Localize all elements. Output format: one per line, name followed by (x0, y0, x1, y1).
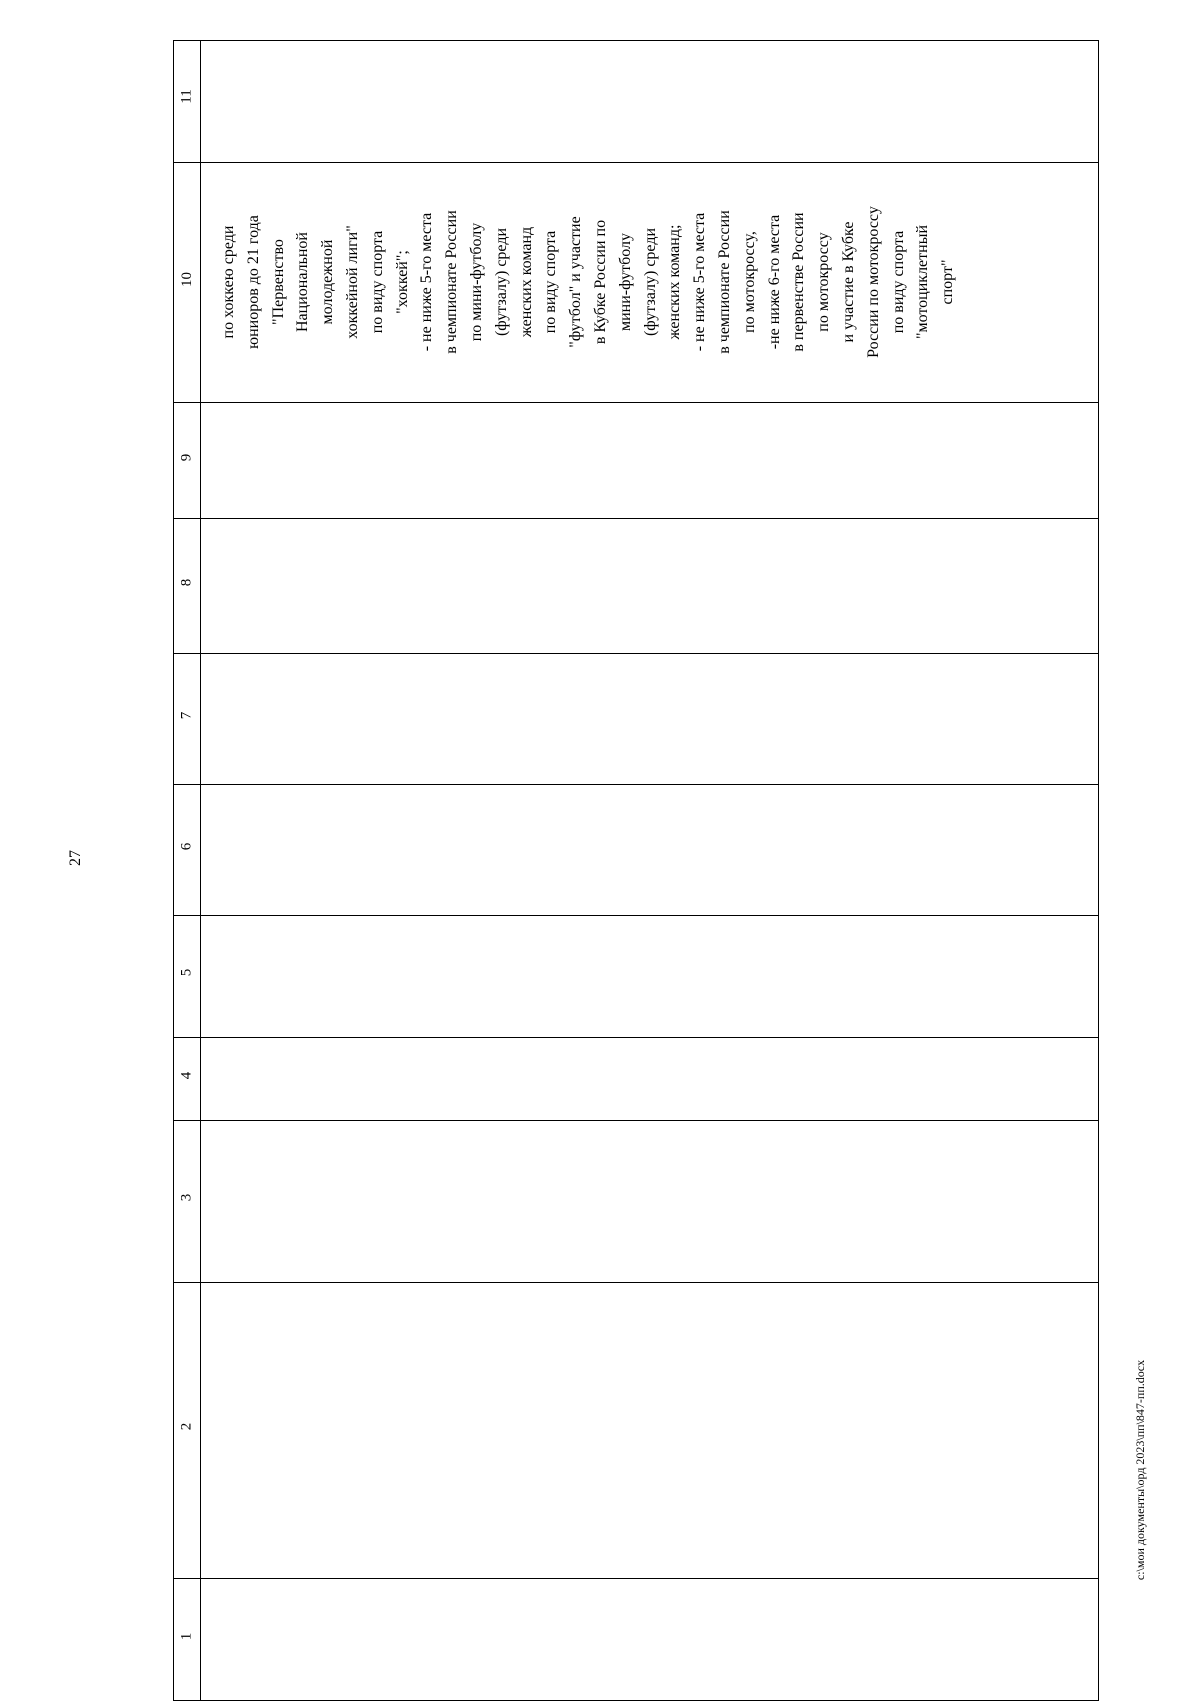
row-divider-4-3 (173, 1120, 1098, 1121)
column-number-2: 2 (178, 1422, 195, 1431)
column-10-line: (футзалу) среди (641, 227, 659, 337)
column-10-line: -не ниже 6-го места (765, 214, 783, 350)
column-10-line: хоккейной лиги" (343, 225, 361, 339)
column-number-7: 7 (178, 711, 195, 720)
table-border-right (1098, 40, 1099, 1701)
column-10-line: Национальной (294, 232, 312, 332)
row-divider-5-4 (173, 1037, 1098, 1038)
column-10-line: в чемпионате России (443, 210, 461, 354)
row-divider-3-2 (173, 1282, 1098, 1283)
column-10-line: "мотоциклетный (914, 224, 932, 340)
column-10-line: "футбол" и участие (567, 216, 585, 348)
column-10-line: по мини-футболу (467, 222, 485, 342)
column-10-line: юниоров до 21 года (244, 215, 262, 349)
column-10-line: - не ниже 5-го места (691, 212, 709, 352)
column-10-line: "хоккей"; (393, 250, 411, 314)
column-number-6: 6 (178, 842, 195, 851)
column-10-line: по виду спорта (368, 230, 386, 334)
column-10-line: России по мотокроссу (864, 206, 882, 358)
column-10-text-block (217, 162, 961, 402)
column-10-line: женских команд; (666, 224, 684, 340)
column-10-line: и участие в Кубке (839, 221, 857, 343)
column-10-line: мини-футболу (616, 233, 634, 332)
column-number-3: 3 (178, 1193, 195, 1202)
column-number-9: 9 (178, 453, 195, 462)
table-border-top (173, 40, 1098, 41)
column-number-5: 5 (178, 968, 195, 977)
column-10-line: по мотокроссу, (740, 231, 758, 333)
column-number-10: 10 (178, 272, 195, 287)
row-divider-6-5 (173, 915, 1098, 916)
column-10-line: по мотокроссу (815, 232, 833, 332)
column-10-lines (217, 162, 961, 402)
row-divider-10-9 (173, 402, 1098, 403)
column-10-line: (футзалу) среди (492, 227, 510, 337)
column-10-line: спорт" (939, 259, 957, 305)
row-divider-2-1 (173, 1578, 1098, 1579)
column-10-line: в первенстве России (790, 212, 808, 352)
column-10-line: в чемпионате России (715, 210, 733, 354)
column-number-4: 4 (178, 1071, 195, 1080)
column-10-line: "Первенство (269, 239, 287, 325)
column-10-cell (201, 162, 1097, 402)
table-border-left (173, 40, 174, 1701)
row-divider-8-7 (173, 653, 1098, 654)
column-10-line: по виду спорта (889, 230, 907, 334)
column-number-1: 1 (178, 1632, 195, 1641)
column-10-line: в Кубке России по (591, 219, 609, 345)
page-number: 27 (67, 850, 84, 866)
column-10-line: по виду спорта (542, 230, 560, 334)
column-number-8: 8 (178, 578, 195, 587)
column-10-line: женских команд (517, 226, 535, 338)
column-10-line: - не ниже 5-го места (418, 212, 436, 352)
column-number-11: 11 (178, 89, 195, 104)
row-divider-9-8 (173, 518, 1098, 519)
row-divider-7-6 (173, 784, 1098, 785)
footer-file-path: c:\мои документы\орд 2023\пп\847-пп.docx (1133, 1359, 1147, 1581)
column-10-line: по хоккею среди (220, 225, 237, 339)
column-10-line: молодежной (319, 239, 337, 325)
